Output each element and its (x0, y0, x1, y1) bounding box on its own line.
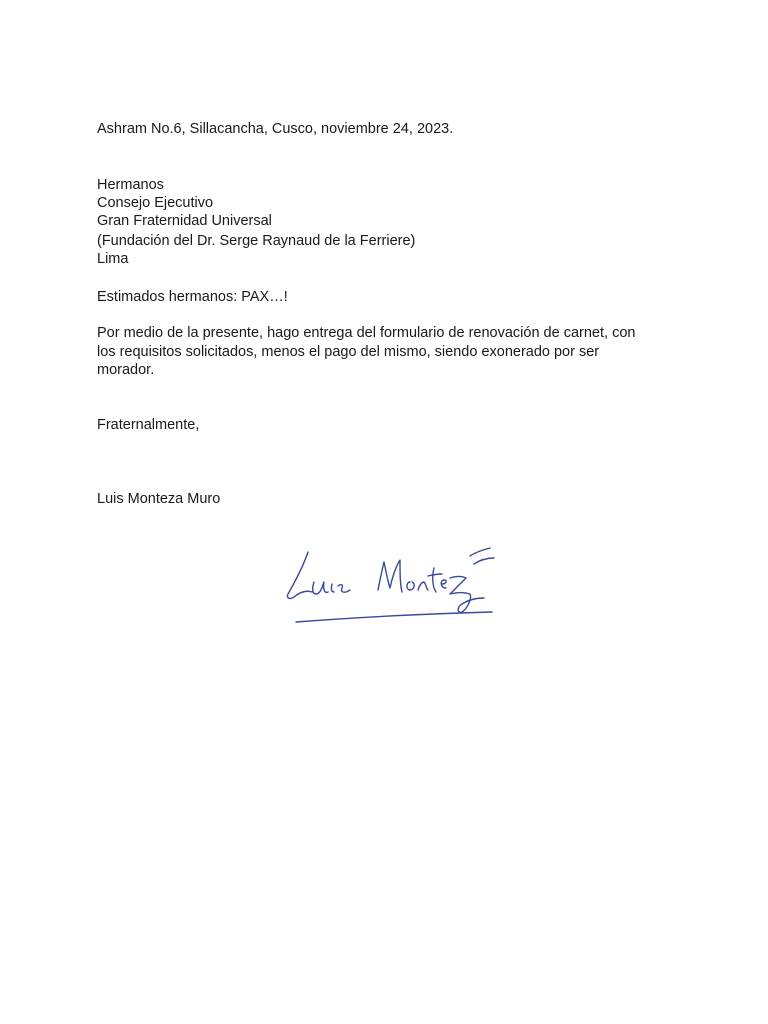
place-date: Ashram No.6, Sillacancha, Cusco, noviembre 24, 2023. (97, 121, 454, 137)
body-line: Por medio de la presente, hago entrega del formulario de renovación de carnet, con (97, 325, 636, 341)
sender-name: Luis Monteza Muro (97, 491, 221, 507)
handwritten-signature (278, 542, 503, 632)
recipient-line: (Fundación del Dr. Serge Raynaud de la Ferriere) (97, 233, 416, 249)
recipient-line: Hermanos (97, 177, 164, 193)
recipient-line: Lima (97, 251, 129, 267)
body-line: los requisitos solicitados, menos el pago del mismo, siendo exonerado por ser (97, 344, 600, 360)
greeting: Estimados hermanos: PAX…! (97, 289, 288, 305)
closing: Fraternalmente, (97, 417, 200, 433)
recipient-line: Gran Fraternidad Universal (97, 213, 272, 229)
recipient-line: Consejo Ejecutivo (97, 195, 214, 211)
body-line: morador. (97, 362, 155, 378)
